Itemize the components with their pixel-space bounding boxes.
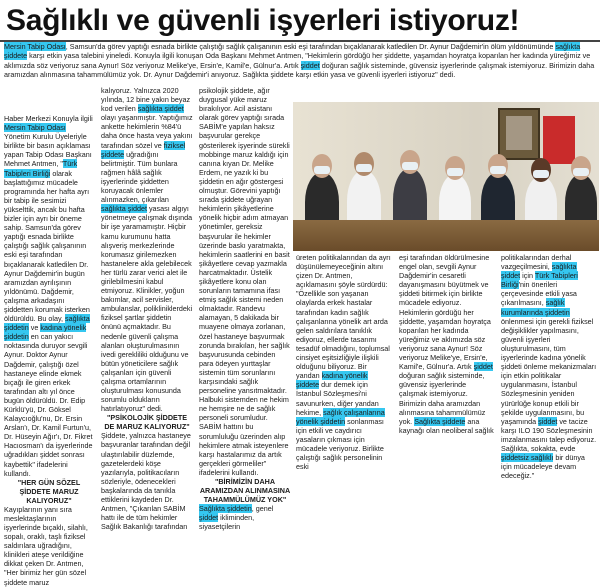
hl: sağlıkta şiddete [4,42,581,61]
text: ve tacize karşı ILO 190 Sözleşmesinin imzalanmasını talep ediyoruz. Sağlıkta, sokakta, evde [501,416,597,453]
photo-mask [356,164,372,172]
hl: Sağlıkta şiddete [414,416,466,426]
subheading: "PSİKOLOJİK ŞİDDETE DE MARUZ KALIYORUZ" [104,413,190,432]
lead-text: , Samsun'da görev yaptığı esnada birlikte çalıştığı sağlık çalışanının eski eşi tarafından bıçaklanarak katledilen Dr. Aynur Dağdemir'in ölüm yıldönümünde [65,42,556,51]
lead-paragraph [4,42,596,79]
text: Şiddete, yalnızca hastaneye başvuranlar tarafından değil ulaştırılabilir düzlemde, gazetelerdeki köşe yazılarıyla, politikacıların sözleriyle, ödenecekleri başkalarında da tanıkla ettiklerini kaydeden Dr. Antmen, "Çıkarılan SABİM hattı ile de tüm hekimler Sağlık Bakanlığı tarafından [101,431,191,532]
photo-mask [573,168,589,176]
text: yasası algıyı yönetmeye çalışmak dışında bir işe yaramamıştır. Hiçbir kamu kurumunu hatta alışveriş merkezlerinde korumasız girilemezken hastanelere akla gelebilecek her türlü zarar verici alet ile girilebilmesini kabul etmiyoruz. Klinikler, yoğun bakımlar, acil servisler, ambulanslar, polikliniklerdeki fiziksel şartlar şiddetin önünü açmaktadır. Bu nedenle güvenli çalışma alanları oluşturulmasının ivedi gerekliliki olduğunu ve bütün yöneticilere sağlık çalışanları için güvenli çalışma ortamlarının oluşturulması konusunda sorumlu oldukların hatırlatıyoruz" dedi. [101,204,193,414]
text: doğuran sağlık sisteminde, güvensiz işyerlerinde çalışmak istemiyoruz. Birimizin daha aramızdan alınmasına tahammülümüz yok. [399,371,486,426]
article-column-3 [199,86,291,532]
subheading: "HER GÜN SÖZEL ŞİDDETE MARUZ KALIYORUZ" [17,477,81,505]
text: önlenmesi için gerekli fiziksel değişiklikler yapılmasını, güvenli işyerleri oluşturulmasını, tüm işyerlerinde kadına yönelik şiddeti önleme mekanizmaları için etkin politikalar uygulanmasını, İstanbul Sözleşmesinin yeniden yürürlüğe konup etkili bir şekilde uygulanmasını, bu yaşamında [501,316,597,426]
hl: şiddet [300,60,320,70]
text: sonlanması için etkili ve caydırıcı yasaların çıkması için mücadele veriyoruz. Birlikte çalıştığı sağlık personelinin eski [296,416,384,472]
text: dur demek için İstanbul Sözleşmesi'ni savunurken, diğer yandan hekime, [296,380,379,417]
hl: Mersin Tabip Odası [4,123,66,133]
text: kalıyoruz. Yalnızca 2020 yılında, 12 bine yakın beyaz kod verilen [101,86,191,114]
text: Yönetim Kurulu Üyeleriyle birlikte bir basın açıklaması yapan Tabip Odası Başkanı Mehmet Antmen, " [4,132,92,169]
photo-flag [543,116,575,164]
hl: sağlıkta şiddet [101,204,147,214]
photo-mask [402,162,418,170]
hl: sağlık kurumlarında şiddetin [501,298,570,317]
article-column-4 [296,253,392,472]
hl: şiddet [199,513,219,523]
hl: şiddetsiz sağlıklı [501,453,554,463]
hl: Türk Tabipleri Birliği [4,159,78,178]
text: olayı yaşanmıştır. Yaptığımız ankette hekimlerin %84'ü daha önce hasta veya yakını tarafından sözel ve [101,113,193,150]
press-conference-photo [293,102,599,251]
text: en can yakıcı noktasında duruyor sevgili Aynur. Doktor Aynur Dağdemir, çalıştığı özel hastaneye elinde ekmek bıçağı ile giren erkek tarafından altı yıl önce bugün öldürüldü. Dr. Edip Kürklü'yü, Dr. Göksel Kalaycıoğlu'nu, Dr. Ersin Arslan'ı, Dr. Kamil Furtun'u, Dr. Hüseyin Ağır'ı, Dr. Fikret Hacıosman'ı da işyerlerinde uğradıkları şiddet sonrası kaybettik" ifadelerini kullandı. [4,332,93,478]
photo-mask [533,170,549,178]
text: bir dünya için mücadeleye devam edeceğiz." [501,453,585,481]
text: ana kaynağı olan neoliberal sağlık [399,416,494,435]
article-column-5 [399,253,495,453]
text: Kayıplarının yanı sıra meslektaşlarının işyerlerinde bıçaklı, silahlı, sopalı, oraklı, taşlı fiziksel saldırılara uğradığını, klinikleri ateşe verildiğine dikkat çeken Dr. Antmen, "Her birimiz her gün sözel şiddete maruz [4,504,88,587]
hl: sağlık çalışanlarına yönelik şiddetin [296,407,385,426]
lead-text: karşı etkin yasa talebini yineledi. Konuyla ilgili konuşan Oda Başkanı Mehmet Antmen, "Hekimlerin gördüğü her şiddette, yaşamdan hoyratça koparılan her kadında yüreğimiz ve aklımızda söz veriyoruz sana Aynur! Söz veriyoruz Melike'ye, Ersin'e, Kamil'e, Gülnur'a. Artık [4,51,591,70]
text: uğradığını belirtmiştir. Tüm bunlara rağmen hâlâ sağlık işyerlerinde şiddetten koruyacak önlemler alınmazken, çıkarılan [101,149,178,205]
hl: kadına yönelik şiddetin [4,323,87,342]
text: 'nin önerileri çerçevesinde etkili yasa çıkarılmasını, [501,280,577,308]
lead-text: doğuran sağlık sisteminde, güvensiz işyerlerinde çalışmak istemiyoruz. Birimizin daha aramızdan alınmasına tahammülümüz yok. Dr. Aynur Dağdemir'i anıyoruz. Sağlıkta şiddete karşı etkin yasa ve güvenli işyerleri istiyoruz" dedi. [4,60,595,79]
text: Haber Merkezi Konuyla ilgili [4,114,93,123]
hl: şiddet [473,362,493,372]
hl: sağlıkta şiddetin [4,314,90,333]
hl: Mersin Tabip Odası [4,42,66,51]
hl: Sağlıkta şiddetin [199,504,252,514]
text: ikliminden, siyasetçilerin [199,513,255,532]
hl: sağlıkta şiddet [137,104,184,114]
article-column-1 [4,114,94,587]
photo-mask [490,166,506,174]
photo-table [293,220,599,251]
text: politikalarından derhal vazgeçilmesini, [501,253,572,272]
photo-mask [314,166,330,174]
text: ve [28,323,41,333]
text: üreten politikalarından da ayrı düşünülemeyeceğinin altını çizen Dr. Antmen, açıklamasını şöyle sürdürdü: "Özellikle son yaşanan olaylarda erkek hastalar tarafından kadın sağlık çalışanlarına yönelik art arda gelen saldırılara tanıklık ediyoruz, ellerde tasarımı tesadüf olmadığını, toplumsal cinsiyet eşitsizliğiyle ilişkili olduğunu biliyoruz. Bir yandan [296,253,391,381]
photo-portrait-frame [498,108,540,160]
subheading: "BİRİMİZİN DAHA ARAMIZDAN ALINMASINA TAHAMMÜLÜMÜZ YOK" [199,477,291,505]
text: olarak başlattığımız mücadele programında her hafta ayrı bir tabip ile sesimizi yükselttik, ancak bu hafta bizler için ayrı bir öneme sahip. Samsun'da görev yaptığı esnada birlikte çalıştığı sağlık çalışanının eski eşi tarafından bıçaklanarak katledilen Dr. Aynur Dağdemir'in bugün aramızdan ayrılışının yıldönümü. Dağdemir, çalışma arkadaşını şiddetten korumak isterken öldürüldü. Bu olay, [4,168,90,324]
text: , genel [251,504,274,514]
article-column-6 [501,253,597,481]
headline: Sağlıklı ve güvenli işyerleri istiyoruz! [6,4,520,37]
hl: fiziksel şiddete [101,140,186,159]
hl: Türk Tabipleri Birliği [501,271,578,290]
text: psikolojik şiddete, ağır duygusal yüke maruz bırakılıyor. Acil asistanı olarak görev yaptığı sırada SABİM'e yapılan haksız başvurular gerekçe gösterilerek işyerinde sürekli mobbinge maruz kaldığı için canına kıyan Dr. Melike Erdem, ne yazık ki bu şiddetin en ağır göstergesi olmuştur. Görevini yaptığı sırada şiddete uğrayan hekimlerin şikâyetlerine yönelik hiçbir adım atmayan yönetimler, gereksiz başvurular ile hekimler üzerinde baskı yaratmakta, hekimlerin saatlerini en basit şikâyetlere cevap yazmakla harcatmaktadır. Üstelik şikâyetlere konu olan sorunların tamamına ifası etmiş sağlık sistemi neden olmaktadır. Randevu alamayan, 5 dakikada bir muayene olmaya zorlanan, özel hastaneye başvurmak zorunda bırakılan, her sağlık başvurusunda cebinden para ödeyen yurttaşlar sistemin tüm sorunlarını karşısındaki sağlık personeline yansıtmaktadır. Halbuki sistemden ne hekim ne hemşire ne de sağlık personeli sorumludur. SABİM hattını bu sorumluluğu üzerinden alıp hekimlere atmak isteyenlere karşı hastalarımız da artık gerçekleri görmeliler" ifadelerini kullandı. [199,86,290,477]
hl: sağlıkta şiddet [501,262,577,281]
hl: kadına yönelik şiddete [296,371,368,390]
article-column-2 [101,86,193,532]
text: eşi tarafından öldürülmesine engel olan, sevgili Aynur Dağdemir'in cesaretli dayanışmasını büyütmek ve şiddeti bitirmek için birlikte mücadele ediyoruz. Hekimlerin gördüğü her şiddette, yaşamdan hoyratça koparılan her kadında yüreğimiz ve aklımızda söz veriyoruz sana Aynur! Söz veriyoruz Melike'ye, Ersin'e, Kamil'e, Gülnur'a. Artık [399,253,491,372]
text: için [520,271,535,281]
hl: şiddet [538,416,558,426]
photo-mask [447,168,463,176]
